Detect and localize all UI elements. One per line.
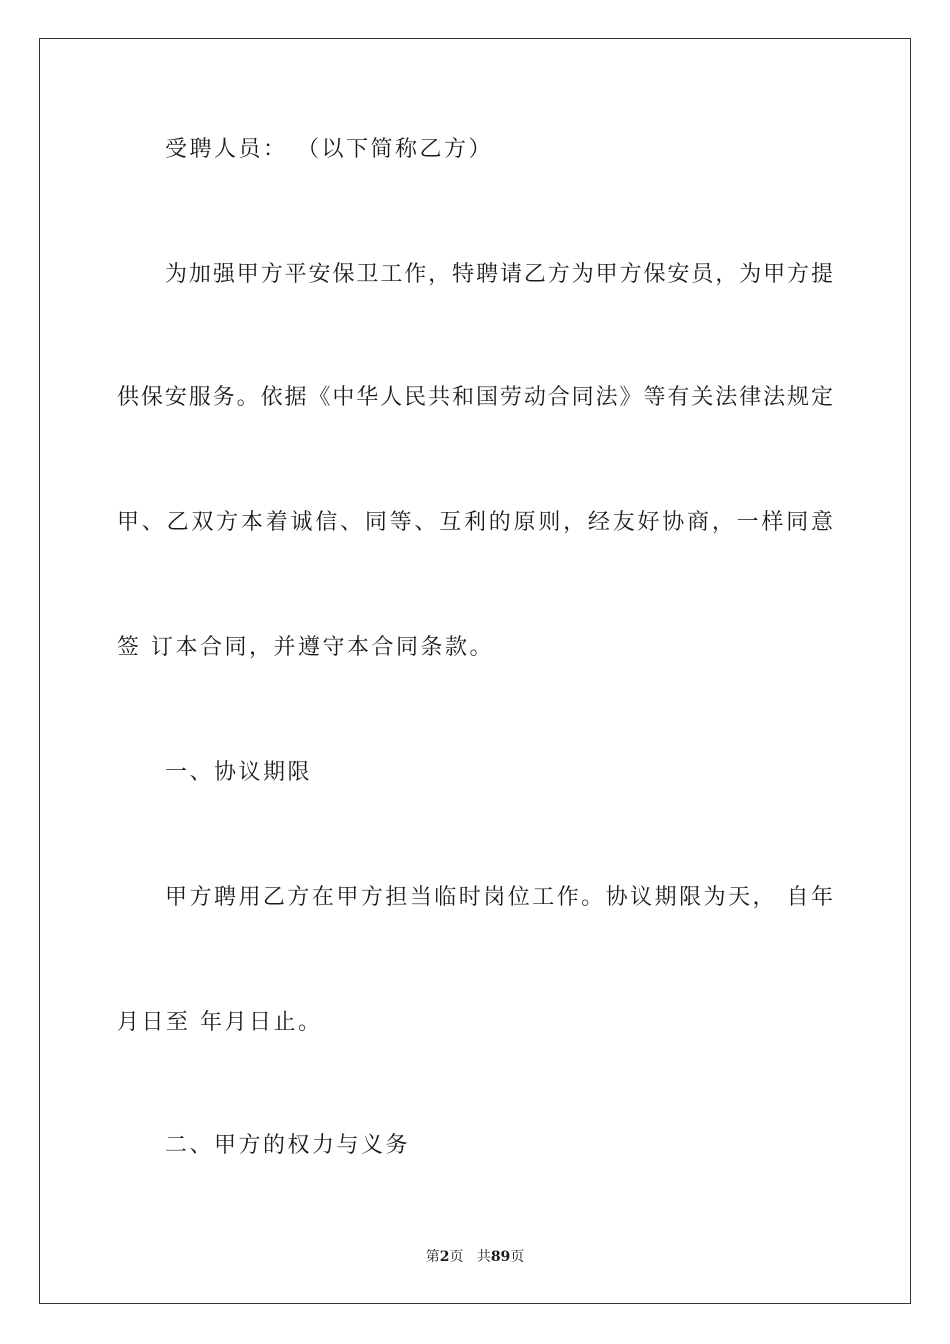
page-border <box>39 38 911 1304</box>
paragraph-line: 签 订本合同，并遵守本合同条款。 <box>117 635 494 660</box>
footer-page-suffix: 页 <box>449 1249 464 1265</box>
footer-total-suffix: 页 <box>510 1249 525 1265</box>
page-footer <box>0 1247 950 1267</box>
paragraph-line: 甲、乙双方本着诚信、同等、互利的原则，经友好协商，一样同意 <box>117 510 833 535</box>
party-b-line: 受聘人员： （以下简称乙方） <box>165 137 493 162</box>
footer-prefix: 第 <box>425 1249 440 1265</box>
section-heading-rights: 二、甲方的权力与义务 <box>165 1133 411 1158</box>
section-heading-term: 一、协议期限 <box>165 760 313 785</box>
current-page-number: 2 <box>439 1249 450 1265</box>
paragraph-line: 甲方聘用乙方在甲方担当临时岗位工作。协议期限为天， 自年 <box>165 885 833 910</box>
paragraph-line: 月日至 年月日止。 <box>117 1010 323 1035</box>
total-page-count: 89 <box>490 1249 511 1265</box>
footer-total-prefix: 共 <box>476 1249 491 1265</box>
paragraph-line: 供保安服务。依据《中华人民共和国劳动合同法》等有关法律法规定 <box>117 385 833 410</box>
paragraph-line: 为加强甲方平安保卫工作，特聘请乙方为甲方保安员，为甲方提 <box>165 262 833 287</box>
